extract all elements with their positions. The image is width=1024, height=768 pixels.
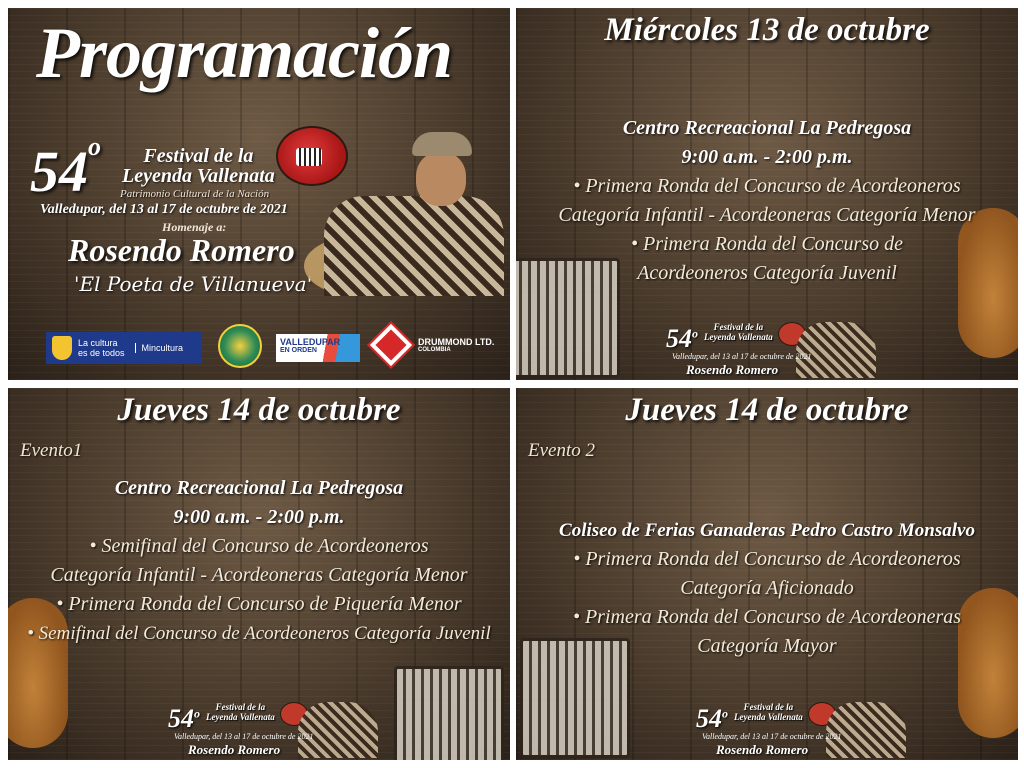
day-title: Miércoles 13 de octubre [604,12,930,48]
day-title: Jueves 14 de octubre [117,392,401,428]
accordion-icon [394,666,504,760]
poster-programacion [8,8,510,380]
festival-name: Festival de la Leyenda Vallenata [122,145,275,187]
event-label: Evento1 [20,440,83,461]
day-title: Jueves 14 de octubre [625,392,909,428]
schedule-line: Categoría Mayor [697,635,837,657]
schedule-line: • Primera Ronda del Concurso de Acordeoneros [573,548,961,570]
festival-badge: 54$^o$ Festival de la Leyenda Vallenata Valledupar, del 13 al 17 de octubre de 2021 Rosendo Romero [696,698,906,758]
schedule-line: Categoría Infantil - Acordeoneras Categoría Menor [50,564,468,586]
venue: Centro Recreacional La Pedregosa [622,117,912,139]
venue: Centro Recreacional La Pedregosa [114,477,404,499]
event-details [8,474,510,648]
festival-dates: Valledupar, del 13 al 17 de octubre de 2021 [40,202,288,217]
schedule-line: • Primera Ronda del Concurso de Piquería Menor [56,593,462,615]
cesar-seal-icon [218,324,262,368]
schedule-line: • Semifinal del Concurso de Acordeoneros [89,535,429,557]
honoree-portrait [298,702,378,758]
schedule-line: • Primera Ronda del Concurso de Acordeoneras [572,606,962,628]
colombia-shield-icon [52,336,72,360]
poster-jueves-14-evento1 [8,388,510,760]
honoree-portrait [304,126,504,296]
venue: Coliseo de Ferias Ganaderas Pedro Castro Monsalvo [559,520,975,541]
poster-miercoles-13 [516,8,1018,380]
event-label: Evento 2 [528,440,596,461]
time: 9:00 a.m. - 2:00 p.m. [681,146,853,168]
honoree-portrait [826,702,906,758]
valledupar-logo: VALLEDUPAR EN ORDEN [276,334,360,362]
mincultura-logo: La cultura es de todos Mincultura [46,332,202,364]
honoree-nickname: 'El Poeta de Villanueva' [74,272,313,296]
festival-badge: 54$^o$ Festival de la Leyenda Vallenata Valledupar, del 13 al 17 de octubre de 2021 Rosendo Romero [168,698,378,758]
homenaje-label: Homenaje a: [162,220,227,234]
schedule-line: Categoría Aficionado [680,577,854,599]
schedule-line: • Primera Ronda del Concurso de Acordeoneros [573,175,961,197]
festival-patrimonio: Patrimonio Cultural de la Nación [120,188,270,200]
time: 9:00 a.m. - 2:00 p.m. [173,506,345,528]
poster-title: Programación [36,13,453,93]
schedule-line: • Primera Ronda del Concurso de [631,233,903,255]
schedule-line: Categoría Infantil - Acordeoneras Categoría Menor [558,204,976,226]
drummond-logo: DRUMMOND LTD. COLOMBIA [376,330,494,360]
event-details [516,114,1018,288]
festival-badge: 54$^o$ Festival de la Leyenda Vallenata Valledupar, del 13 al 17 de octubre de 2021 Rosendo Romero [666,318,876,378]
event-details [516,516,1018,661]
sponsor-logos [8,324,510,374]
schedule-line: Acordeoneros Categoría Juvenil [637,262,897,284]
festival-number: 54$^o$ [30,132,101,204]
drummond-diamond-icon [370,324,412,366]
poster-jueves-14-evento2 [516,388,1018,760]
schedule-line: • Semifinal del Concurso de Acordeoneros Categoría Juvenil [27,623,491,644]
honoree-name: Rosendo Romero [68,232,295,268]
honoree-portrait [796,322,876,378]
